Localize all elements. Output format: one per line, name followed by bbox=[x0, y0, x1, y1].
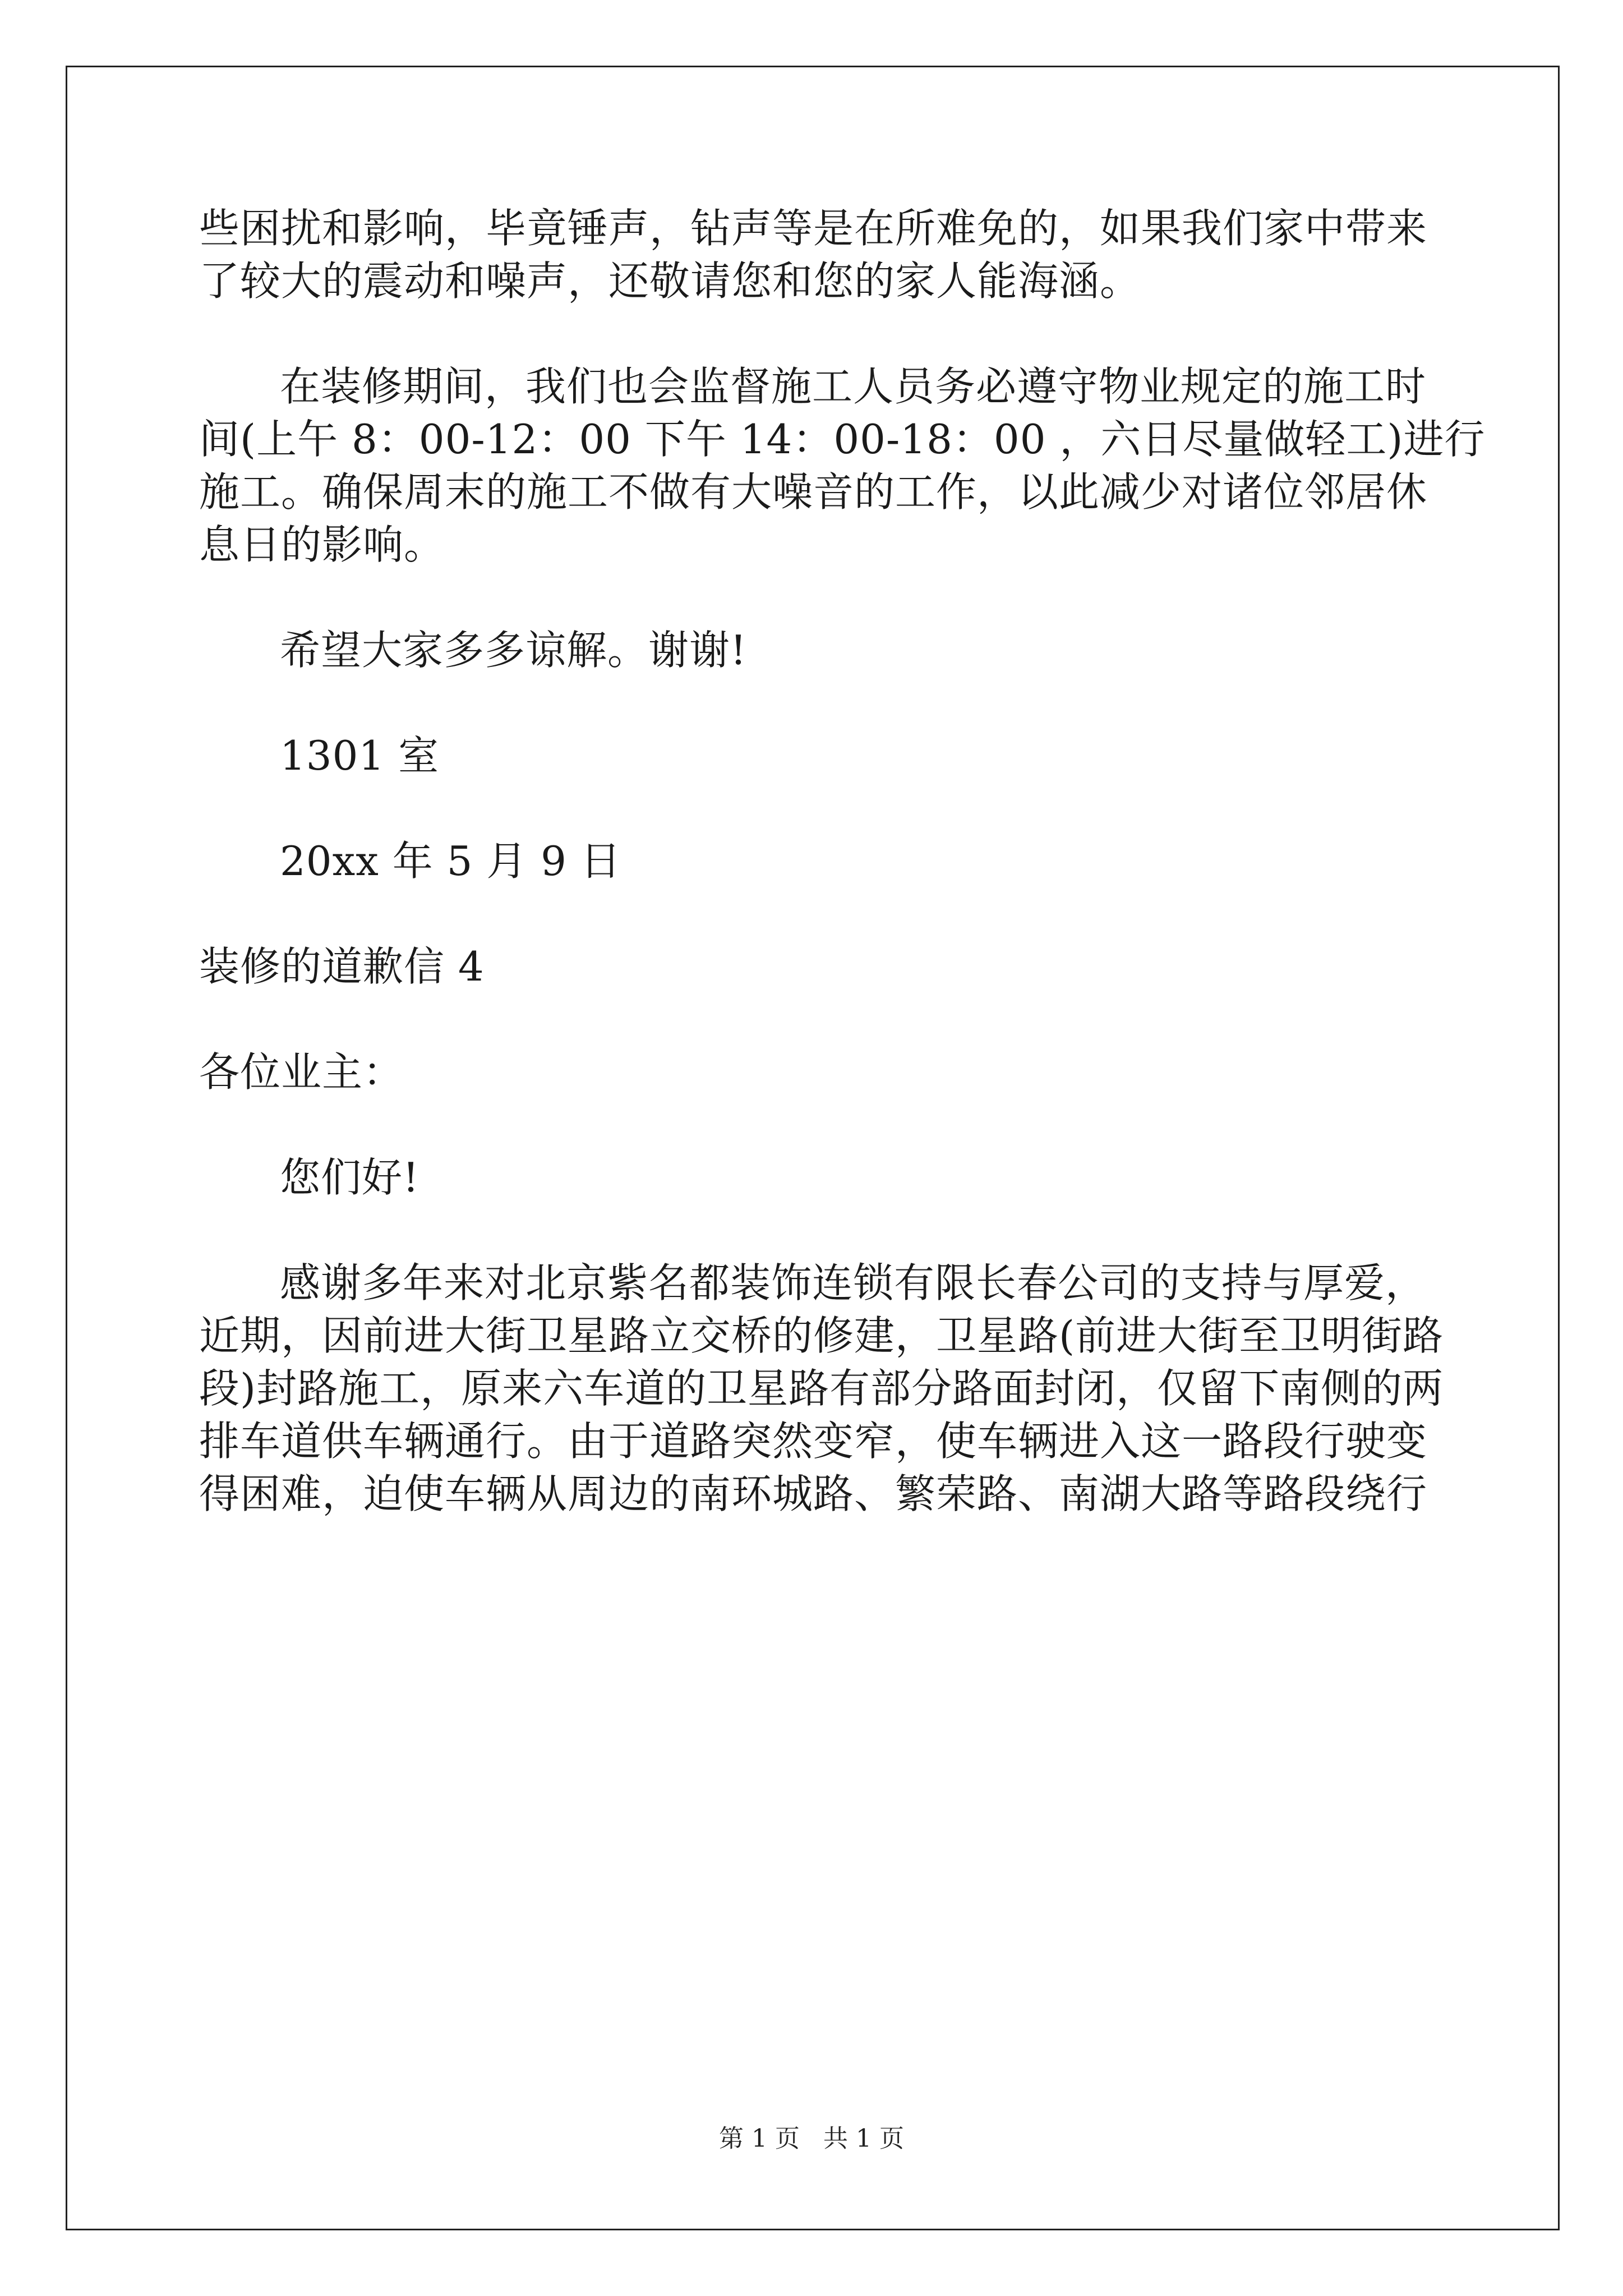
date-line: 20xx 年 5 月 9 日 bbox=[280, 838, 621, 885]
room-number: 1301 室 bbox=[280, 732, 440, 779]
text-line: 段)封路施工，原来六车道的卫星路有部分路面封闭，仅留下南侧的两 bbox=[199, 1365, 1444, 1412]
page-total: 共 1 页 bbox=[823, 2124, 904, 2153]
section-title: 装修的道歉信 4 bbox=[199, 943, 485, 990]
text-line: 近期，因前进大街卫星路立交桥的修建，卫星路(前进大街至卫明街路 bbox=[199, 1312, 1444, 1359]
document-body bbox=[199, 202, 1486, 1520]
text-line: 些困扰和影响，毕竟锤声，钻声等是在所难免的，如果我们家中带来 bbox=[199, 205, 1428, 252]
greeting: 您们好! bbox=[280, 1154, 419, 1201]
text-line: 了较大的震动和噪声，还敬请您和您的家人能海涵。 bbox=[199, 257, 1141, 305]
text-line: 希望大家多多谅解。谢谢! bbox=[280, 627, 747, 674]
text-line: 排车道供车辆通行。由于道路突然变窄，使车辆进入这一路段行驶变 bbox=[199, 1418, 1428, 1465]
page-number: 第 1 页 bbox=[719, 2124, 800, 2153]
text-line: 间(上午 8：00-12：00 下午 14：00-18：00 ，六日尽量做轻工)进行 bbox=[199, 416, 1486, 463]
salutation: 各位业主： bbox=[199, 1048, 404, 1096]
text-line: 感谢多年来对北京紫名都装饰连锁有限长春公司的支持与厚爱， bbox=[280, 1259, 1427, 1306]
page-footer bbox=[0, 2125, 1623, 2153]
text-line: 施工。确保周末的施工不做有大噪音的工作，以此减少对诸位邻居休 bbox=[199, 468, 1428, 516]
text-line: 息日的影响。 bbox=[199, 521, 445, 568]
text-line: 在装修期间，我们也会监督施工人员务必遵守物业规定的施工时 bbox=[280, 363, 1427, 410]
text-line: 得困难，迫使车辆从周边的南环城路、繁荣路、南湖大路等路段绕行 bbox=[199, 1470, 1428, 1517]
